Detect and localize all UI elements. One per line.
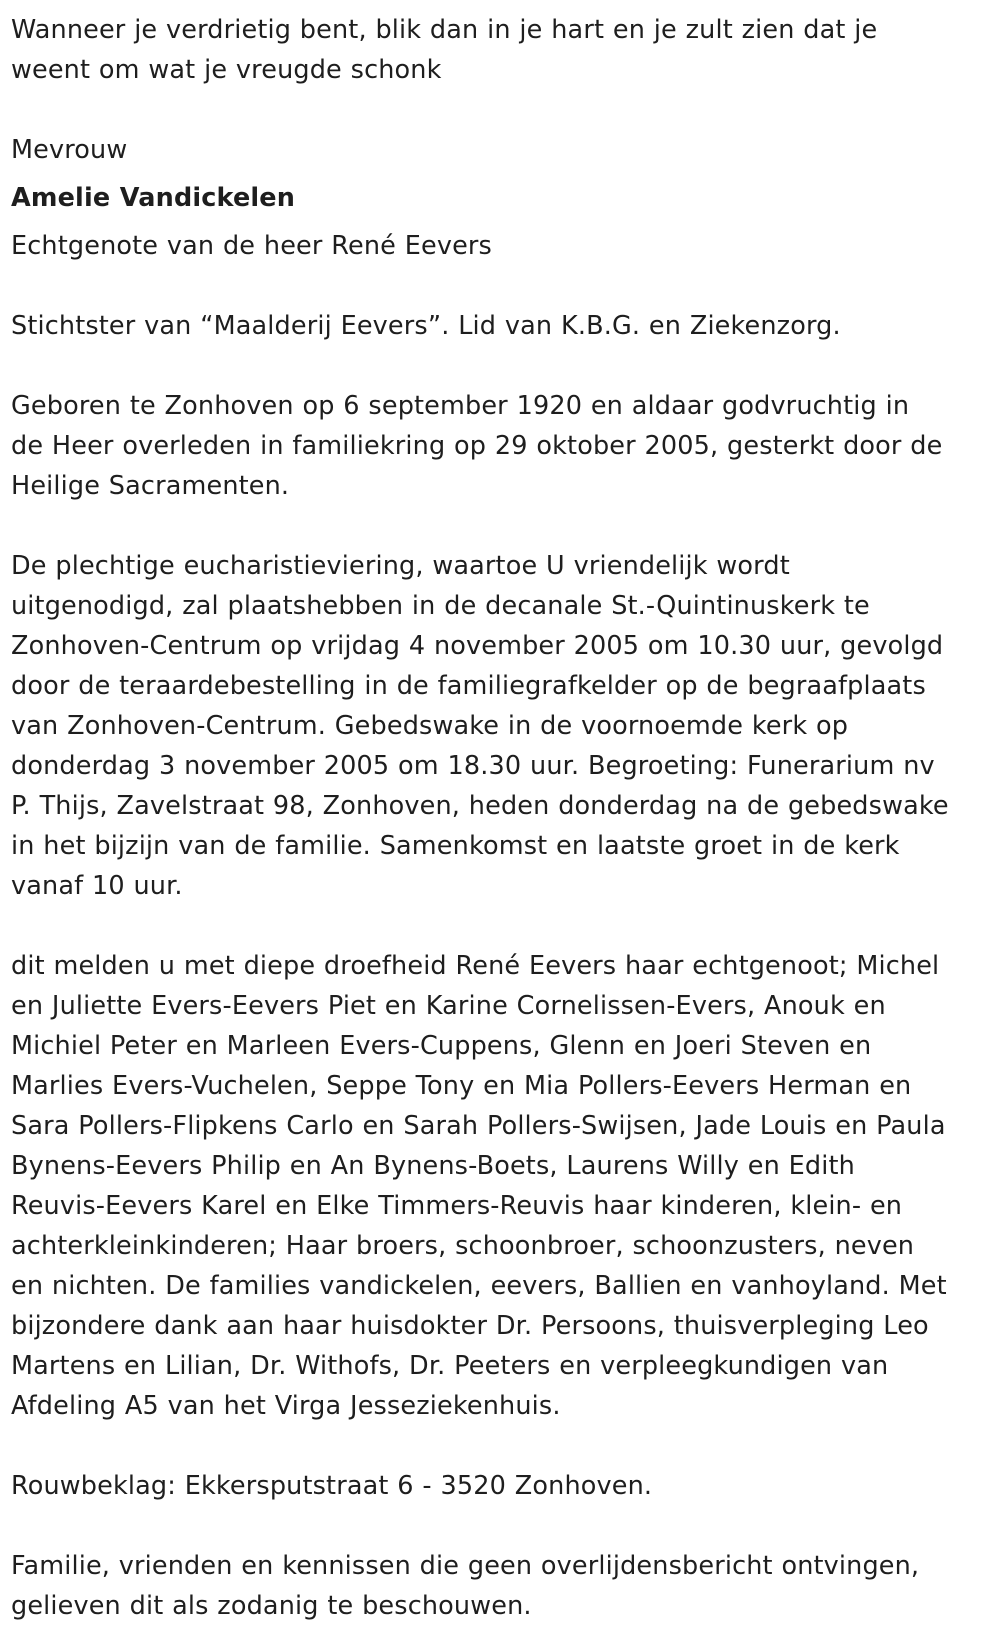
condolence-address: Rouwbeklag: Ekkersputstraat 6 - 3520 Zonhoven. bbox=[11, 1471, 653, 1501]
salutation: Mevrouw bbox=[11, 135, 128, 165]
deceased-name: Amelie Vandickelen bbox=[11, 183, 296, 213]
spouse-line: Echtgenote van de heer René Eevers bbox=[11, 231, 492, 261]
opening-quote: Wanneer je verdrietig bent, blik dan in je hart en je zult zien dat je weent om wat je vreugde schonk bbox=[11, 15, 878, 85]
closing-paragraph: Familie, vrienden en kennissen die geen overlijdensbericht ontvingen, gelieven dit als zodanig te beschouwen. bbox=[11, 1551, 920, 1621]
birth-death-paragraph: Geboren te Zonhoven op 6 september 1920 en aldaar godvruchtig in de Heer overleden in familiekring op 29 oktober 2005, gesterkt door de Heilige Sacramenten. bbox=[11, 391, 943, 501]
roles-paragraph: Stichtster van “Maalderij Eevers”. Lid van K.B.G. en Ziekenzorg. bbox=[11, 311, 841, 341]
ceremony-paragraph: De plechtige eucharistieviering, waartoe U vriendelijk wordt uitgenodigd, zal plaatshebben in de decanale St.-Quintinuskerk te Zonhoven-Centrum op vrijdag 4 november 2005 om 10.30 uur, gevolgd door de teraardebestelling in de familiegrafkelder op de begraafplaats van Zonhoven-Centrum. Gebedswake in de voornoemde kerk op donderdag 3 november 2005 om 18.30 uur. Begroeting: Funerarium nv P. Thijs, Zavelstraat 98, Zonhoven, heden donderdag na de gebedswake in het bijzijn van de familie. Samenkomst en laatste groet in de kerk vanaf 10 uur. bbox=[11, 551, 949, 901]
family-paragraph: dit melden u met diepe droefheid René Eevers haar echtgenoot; Michel en Juliette Evers-Eevers Piet en Karine Cornelissen-Evers, Anouk en Michiel Peter en Marleen Evers-Cuppens, Glenn en Joeri Steven en Marlies Evers-Vuchelen, Seppe Tony en Mia Pollers-Eevers Herman en Sara Pollers-Flipkens Carlo en Sarah Pollers-Swijsen, Jade Louis en Paula Bynens-Eevers Philip en An Bynens-Boets, Laurens Willy en Edith Reuvis-Eevers Karel en Elke Timmers-Reuvis haar kinderen, klein- en achterkleinkinderen; Haar broers, schoonbroer, schoonzusters, neven en nichten. De families vandickelen, eevers, Ballien en vanhoyland. Met bijzondere dank aan haar huisdokter Dr. Persoons, thuisverpleging Leo Martens en Lilian, Dr. Withofs, Dr. Peeters en verpleegkundigen van Afdeling A5 van het Virga Jesseziekenhuis. bbox=[11, 951, 947, 1421]
